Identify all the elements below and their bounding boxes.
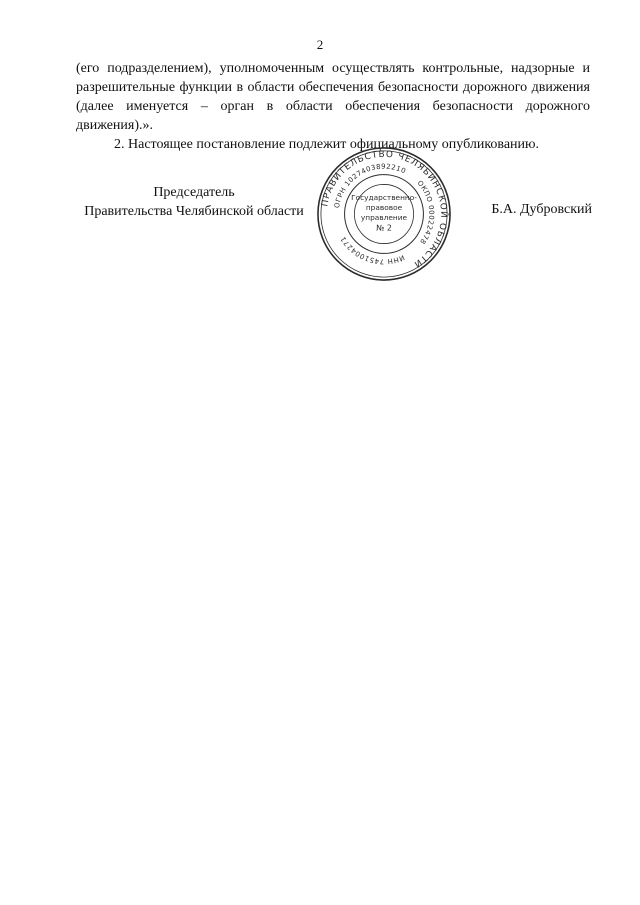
seal-inn-text: ИНН 7451004271 — [339, 234, 406, 266]
svg-text:ИНН 7451004271 — [339, 235, 406, 266]
seal-inner-line3: управление — [360, 212, 408, 222]
seal-outer-text: ПРАВИТЕЛЬСТВО ЧЕЛЯБИНСКОЙ ОБЛАСТИ — [320, 149, 449, 270]
seal-inner-line1: Государственно- — [351, 193, 417, 203]
signature-name: Б.А. Дубровский — [491, 202, 592, 217]
document-body — [76, 59, 590, 154]
signature-title-line2: Правительства Челябинской области — [84, 204, 304, 219]
seal-inner-line4: № 2 — [376, 223, 392, 233]
seal-ogrn-text: ОГРН 1027403892210 — [333, 162, 408, 209]
seal-okpo-text: ОКПО 00022478 — [415, 179, 436, 246]
seal-inner-line2: правовое — [365, 203, 403, 213]
paragraph-publication: 2. Настоящее постановление подлежит официальному опубликованию. — [114, 137, 539, 152]
signature-title-line1: Председатель — [153, 185, 235, 200]
paragraph-continuation: (его подразделением), уполномоченным осуществлять контрольные, надзорные и разрешительные функции в области обеспечения безопасности дорожного движения (далее именуется – орган в области обеспечения безопасности дорожного движения).». — [76, 61, 590, 133]
official-seal-stamp — [315, 145, 453, 283]
page-number: 2 — [316, 37, 324, 52]
signature-title — [76, 183, 312, 221]
